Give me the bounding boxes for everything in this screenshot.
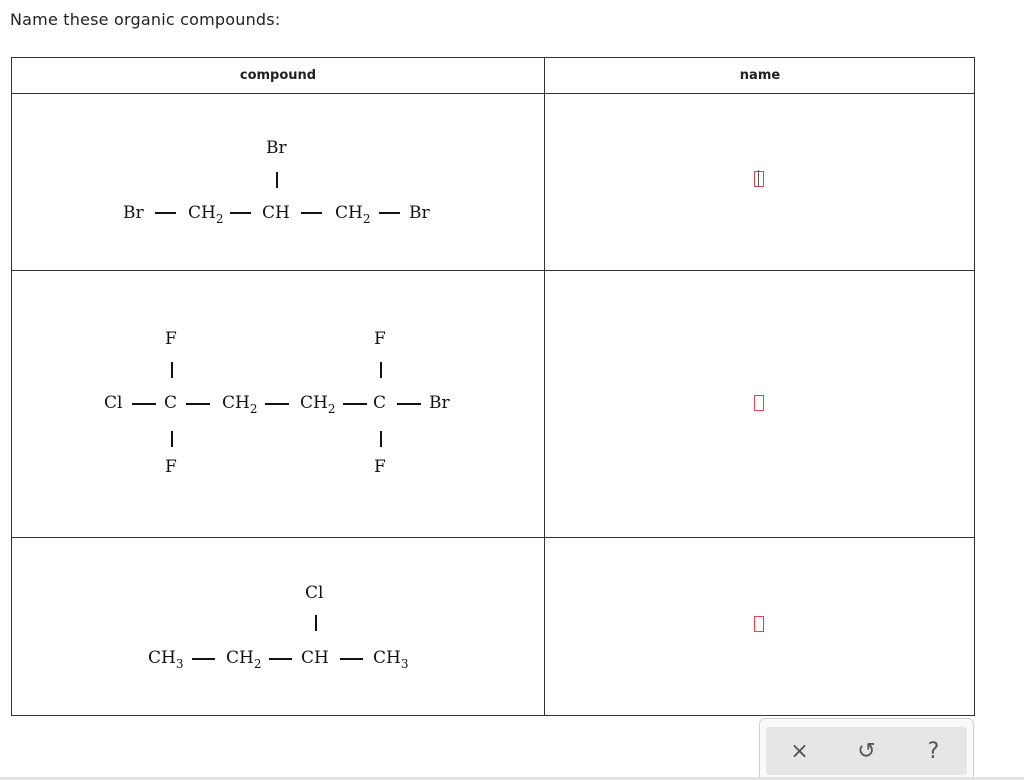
- bond: [380, 431, 382, 447]
- atom-label: Br: [429, 393, 450, 413]
- bond: [269, 658, 292, 660]
- help-icon: ?: [927, 738, 940, 764]
- bond: [397, 403, 421, 405]
- header-compound: compound: [239, 68, 317, 83]
- atom-label: $CH_3$: [148, 648, 184, 671]
- bond: [171, 362, 173, 378]
- atom-label: Cl: [104, 393, 123, 413]
- atom-label: F: [374, 457, 386, 477]
- question-prompt: Name these organic compounds:: [10, 10, 281, 29]
- help-button[interactable]: [914, 733, 954, 769]
- atom-label: Cl: [305, 583, 324, 603]
- atom-label: $CH_2$: [188, 203, 224, 226]
- bond: [379, 212, 400, 214]
- bond: [230, 212, 251, 214]
- atom-label: Br: [409, 203, 430, 223]
- undo-button[interactable]: [847, 733, 887, 769]
- atom-label: F: [374, 329, 386, 349]
- name-answer-input-2[interactable]: [754, 395, 764, 411]
- atom-label: Br: [123, 203, 144, 223]
- atom-label: $CH_2$: [300, 393, 336, 416]
- bond: [171, 431, 173, 447]
- atom-label: $CH_2$: [222, 393, 258, 416]
- close-icon: ×: [790, 738, 809, 764]
- atom-label: CH: [262, 203, 290, 223]
- bond: [301, 212, 322, 214]
- atom-label: $CH_3$: [373, 648, 409, 671]
- undo-icon: ↺: [857, 738, 876, 764]
- atom-label: F: [165, 329, 177, 349]
- clear-button[interactable]: [780, 733, 820, 769]
- header-name: name: [739, 68, 781, 83]
- name-answer-input-1[interactable]: [754, 171, 764, 187]
- bond: [276, 172, 278, 188]
- name-answer-input-3[interactable]: [754, 616, 764, 632]
- atom-label: $CH_2$: [335, 203, 371, 226]
- atom-label: $CH_2$: [226, 648, 262, 671]
- compound-table: [11, 57, 975, 716]
- header-divider: [12, 93, 974, 94]
- bond: [343, 403, 367, 405]
- toolbar-buttons: [766, 727, 967, 775]
- atom-label: CH: [301, 648, 329, 668]
- bond: [132, 403, 156, 405]
- atom-label: F: [165, 457, 177, 477]
- bond: [155, 212, 176, 214]
- bond: [192, 658, 215, 660]
- bond: [340, 658, 363, 660]
- bond: [186, 403, 210, 405]
- atom-label: Br: [266, 138, 287, 158]
- row-divider: [12, 537, 974, 538]
- bond: [315, 615, 317, 631]
- bond: [265, 403, 289, 405]
- atom-label: C: [164, 393, 178, 413]
- row-divider: [12, 270, 974, 271]
- atom-label: C: [373, 393, 387, 413]
- bond: [380, 362, 382, 378]
- answer-toolbar: [759, 718, 974, 780]
- column-divider: [544, 58, 545, 715]
